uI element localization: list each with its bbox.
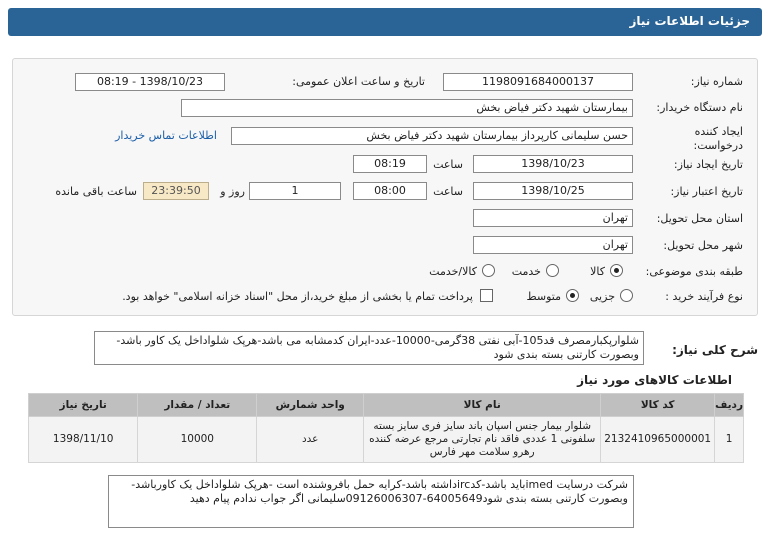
cell-row-number: 1 — [715, 417, 744, 463]
countdown-timer: 23:39:50 — [143, 182, 209, 200]
city-label: شهر محل تحویل: — [663, 239, 743, 252]
general-desc-label: شرح کلی نیاز: — [672, 343, 758, 357]
process-partial-radio[interactable] — [620, 289, 633, 302]
table-header-row — [29, 394, 744, 417]
cell-item-name: شلوار بیمار جنس اسپان باند سایز فری سایز بسته سلفونی 1 عددی فاقد نام تجارتی مرجع عرضه کننده رهرو سلامت مهر فارس — [364, 417, 601, 463]
buyer-contact-link[interactable]: اطلاعات تماس خریدار — [115, 129, 217, 142]
announce-datetime-field: 1398/10/23 - 08:19 — [75, 73, 225, 91]
valid-date-field: 1398/10/25 — [473, 182, 633, 200]
treasury-payment-checkbox[interactable] — [480, 289, 493, 302]
info-panel — [12, 58, 758, 316]
need-time-field: 08:19 — [353, 155, 427, 173]
need-date-field: 1398/10/23 — [473, 155, 633, 173]
category-goods-service-label: کالا/خدمت — [429, 265, 477, 278]
city-field: تهران — [473, 236, 633, 254]
col-qty-header: تعداد / مقدار — [138, 394, 257, 417]
general-description-box: شلوارپکبارمصرف قد105-آبی نفتی 38گرمی-10000-عدد-ایران کدمشابه می باشد-هرپک شلواداخل یک کاور باشد-وبصورت کارتنی بسته بندی شود — [94, 331, 644, 365]
page-title: جزئیات اطلاعات نیاز — [629, 14, 750, 28]
buyer-org-field: بیمارستان شهید دکتر فیاض بخش — [181, 99, 633, 117]
cell-quantity: 10000 — [138, 417, 257, 463]
col-row-header: ردیف — [715, 394, 744, 417]
items-section-title: اطلاعات کالاهای مورد نیاز — [577, 373, 732, 387]
process-type-label: نوع فرآیند خرید : — [665, 290, 743, 303]
province-label: استان محل تحویل: — [656, 212, 743, 225]
need-number-label: شماره نیاز: — [690, 75, 743, 88]
process-medium-label: متوسط — [526, 290, 561, 303]
cell-need-date: 1398/11/10 — [29, 417, 138, 463]
category-label: طبقه بندی موضوعی: — [645, 265, 743, 278]
cell-item-code: 2132410965000001 — [601, 417, 715, 463]
items-table — [28, 393, 744, 463]
cell-unit: عدد — [257, 417, 364, 463]
category-goods-label: کالا — [590, 265, 605, 278]
requester-label: ایجاد کننده درخواست: — [693, 125, 743, 152]
category-goods-service-radio[interactable] — [482, 264, 495, 277]
category-service-radio[interactable] — [546, 264, 559, 277]
need-time-label: ساعت — [433, 158, 463, 171]
process-partial-label: جزیی — [589, 290, 615, 303]
process-medium-radio[interactable] — [566, 289, 579, 302]
buyer-org-label: نام دستگاه خریدار: — [656, 101, 743, 114]
buyer-notes-box: شرکت درسایت imedباید باشد-کدircداشته باشد-کرایه حمل بافروشنده است -هرپک شلواداخل یک کاورباشد-وبصورت کارتنی بسته بندی شود64005649-09126006307سلیمانی اگر جواب ندادم پیام دهید — [108, 475, 634, 528]
province-field: تهران — [473, 209, 633, 227]
valid-time-field: 08:00 — [353, 182, 427, 200]
need-date-label: تاریخ ایجاد نیاز: — [673, 158, 743, 171]
col-unit-header: واحد شمارش — [257, 394, 364, 417]
day-and-label: روز و — [220, 185, 245, 198]
treasury-payment-note: پرداخت تمام یا بخشی از مبلغ خرید،از محل "اسناد خزانه اسلامی" خواهد بود. — [122, 290, 473, 303]
col-name-header: نام کالا — [364, 394, 601, 417]
category-goods-radio[interactable] — [610, 264, 623, 277]
title-bar — [8, 8, 762, 36]
col-code-header: کد کالا — [601, 394, 715, 417]
need-number-field: 1198091684000137 — [443, 73, 633, 91]
announce-datetime-label: تاریخ و ساعت اعلان عمومی: — [292, 75, 425, 88]
remaining-label: ساعت باقی مانده — [55, 185, 137, 198]
valid-date-label: تاریخ اعتبار نیاز: — [670, 185, 743, 198]
valid-time-label: ساعت — [433, 185, 463, 198]
requester-field: حسن سلیمانی کارپرداز بیمارستان شهید دکتر فیاض بخش — [231, 127, 633, 145]
category-service-label: خدمت — [511, 265, 541, 278]
days-remaining-field: 1 — [249, 182, 341, 200]
table-row — [29, 417, 744, 463]
col-date-header: تاریخ نیاز — [29, 394, 138, 417]
